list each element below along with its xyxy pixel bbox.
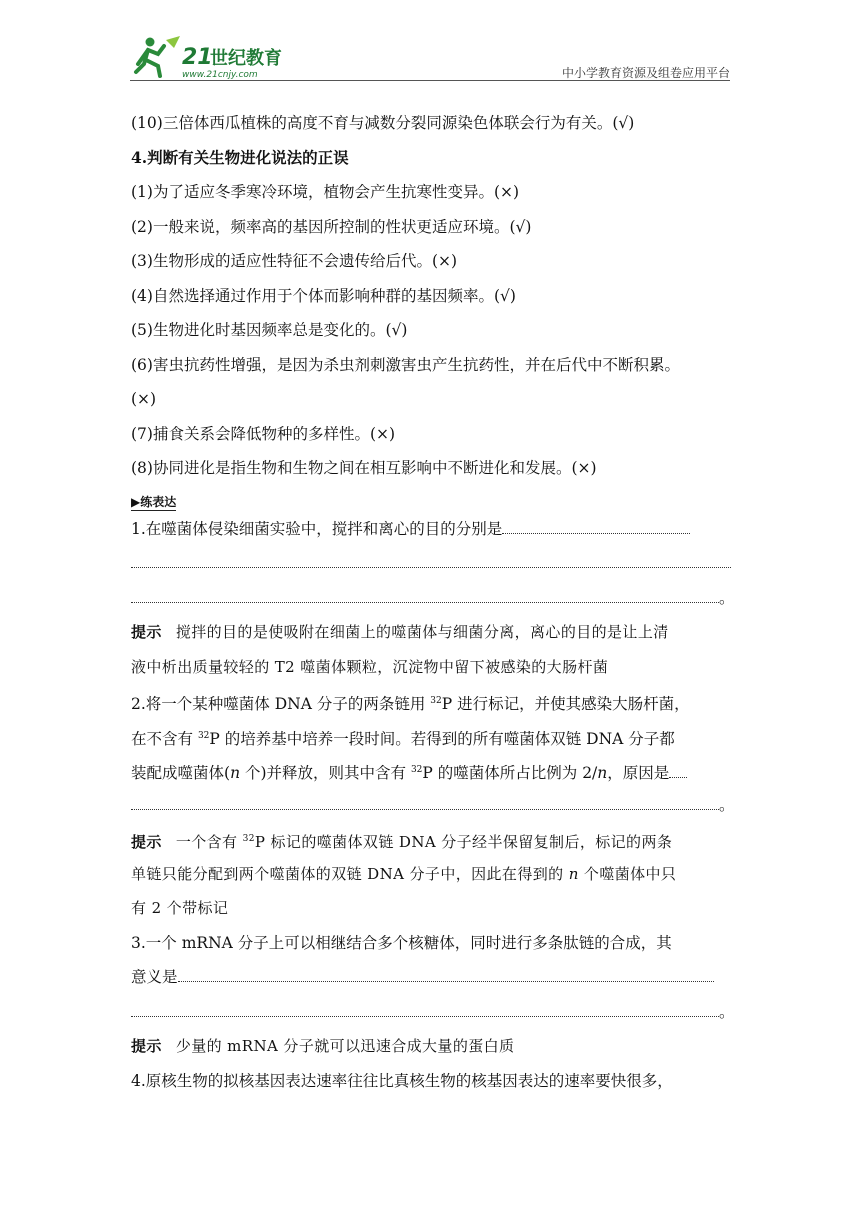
statement-item: (6)害虫抗药性增强，是因为杀虫剂刺激害虫产生抗药性，并在后代中不断积累。 [131, 355, 680, 374]
statement-item: (4)自然选择通过作用于个体而影响种群的基因频率。(√) [131, 286, 516, 305]
question-2-line: 在不含有 $^{32}$P 的培养基中培养一段时间。若得到的所有噬菌体双链 DNA 分子都 [131, 729, 675, 748]
question-2: 2.将一个某种噬菌体 DNA 分子的两条链用 $^{32}$P 进行标记，并使其感染大肠杆菌， [131, 695, 690, 714]
statement-item: (10)三倍体西瓜植株的高度不育与减数分裂同源染色体联会行为有关。(√) [131, 114, 635, 132]
statement-item: (8)协同进化是指生物和生物之间在相互影响中不断进化和发展。(×) [131, 459, 597, 477]
practice-tag: ▶练表达 [131, 494, 177, 509]
document-body [131, 108, 735, 1100]
hint-continued: 单链只能分配到两个噬菌体的双链 DNA 分子中，因此在得到的 n 个噬菌体中只 [131, 864, 677, 883]
svg-text:www.21cnjy.com: www.21cnjy.com [182, 70, 258, 80]
page-header [130, 34, 730, 84]
hint-continued: 有 2 个带标记 [131, 899, 229, 917]
svg-text:世纪教育: 世纪教育 [210, 48, 282, 69]
section-title: 4.判断有关生物进化说法的正误 [131, 147, 349, 167]
answer-blank-line[interactable]: 。 [131, 583, 731, 618]
question-2-line: 装配成噬菌体(n 个)并释放，则其中含有 $^{32}$P 的噬菌体所占比例为 2/n，原因是 [131, 755, 731, 790]
hint: 提示 少量的 mRNA 分子就可以迅速合成大量的蛋白质 [131, 1037, 515, 1055]
answer-blank-line[interactable] [131, 548, 731, 583]
statement-item: (5)生物进化时基因频率总是变化的。(√) [131, 321, 408, 339]
statement-item: (1)为了适应冬季寒冷环境，植物会产生抗寒性变异。(×) [131, 183, 520, 201]
answer-blank-line[interactable]: 。 [131, 790, 731, 825]
answer-blank[interactable] [502, 519, 690, 534]
site-logo [130, 34, 310, 80]
statement-item: (2)一般来说，频率高的基因所控制的性状更适应环境。(√) [131, 217, 532, 236]
statement-item: (7)捕食关系会降低物种的多样性。(×) [131, 424, 396, 443]
site-name: 中小学教育资源及组卷应用平台 [561, 66, 730, 80]
header-divider [130, 80, 730, 81]
question-1: 1.在噬菌体侵染细菌实验中，搅拌和离心的目的分别是 [131, 514, 731, 549]
answer-blank[interactable] [669, 763, 687, 778]
svg-text:21: 21 [182, 45, 213, 70]
statement-item-continued: (×) [131, 390, 157, 408]
answer-blank-line[interactable]: 。 [131, 997, 731, 1032]
hint: 提示 搅拌的目的是使吸附在细菌上的噬菌体与细菌分离，离心的目的是让上清 [131, 623, 669, 641]
question-3: 3.一个 mRNA 分子上可以相继结合多个核糖体，同时进行多条肽链的合成，其 [131, 933, 672, 952]
hint: 提示 一个含有 $^{32}$P 标记的噬菌体双链 DNA 分子经半保留复制后，标记的两条 [131, 833, 673, 851]
answer-blank[interactable] [178, 967, 714, 982]
statement-item: (3)生物形成的适应性特征不会遗传给后代。(×) [131, 252, 458, 270]
hint-continued: 液中析出质量较轻的 T2 噬菌体颗粒，沉淀物中留下被感染的大肠杆菌 [131, 657, 609, 676]
question-3-line: 意义是 [131, 962, 731, 997]
question-4: 4.原核生物的拟核基因表达速率往往比真核生物的核基因表达的速率要快很多， [131, 1071, 673, 1090]
